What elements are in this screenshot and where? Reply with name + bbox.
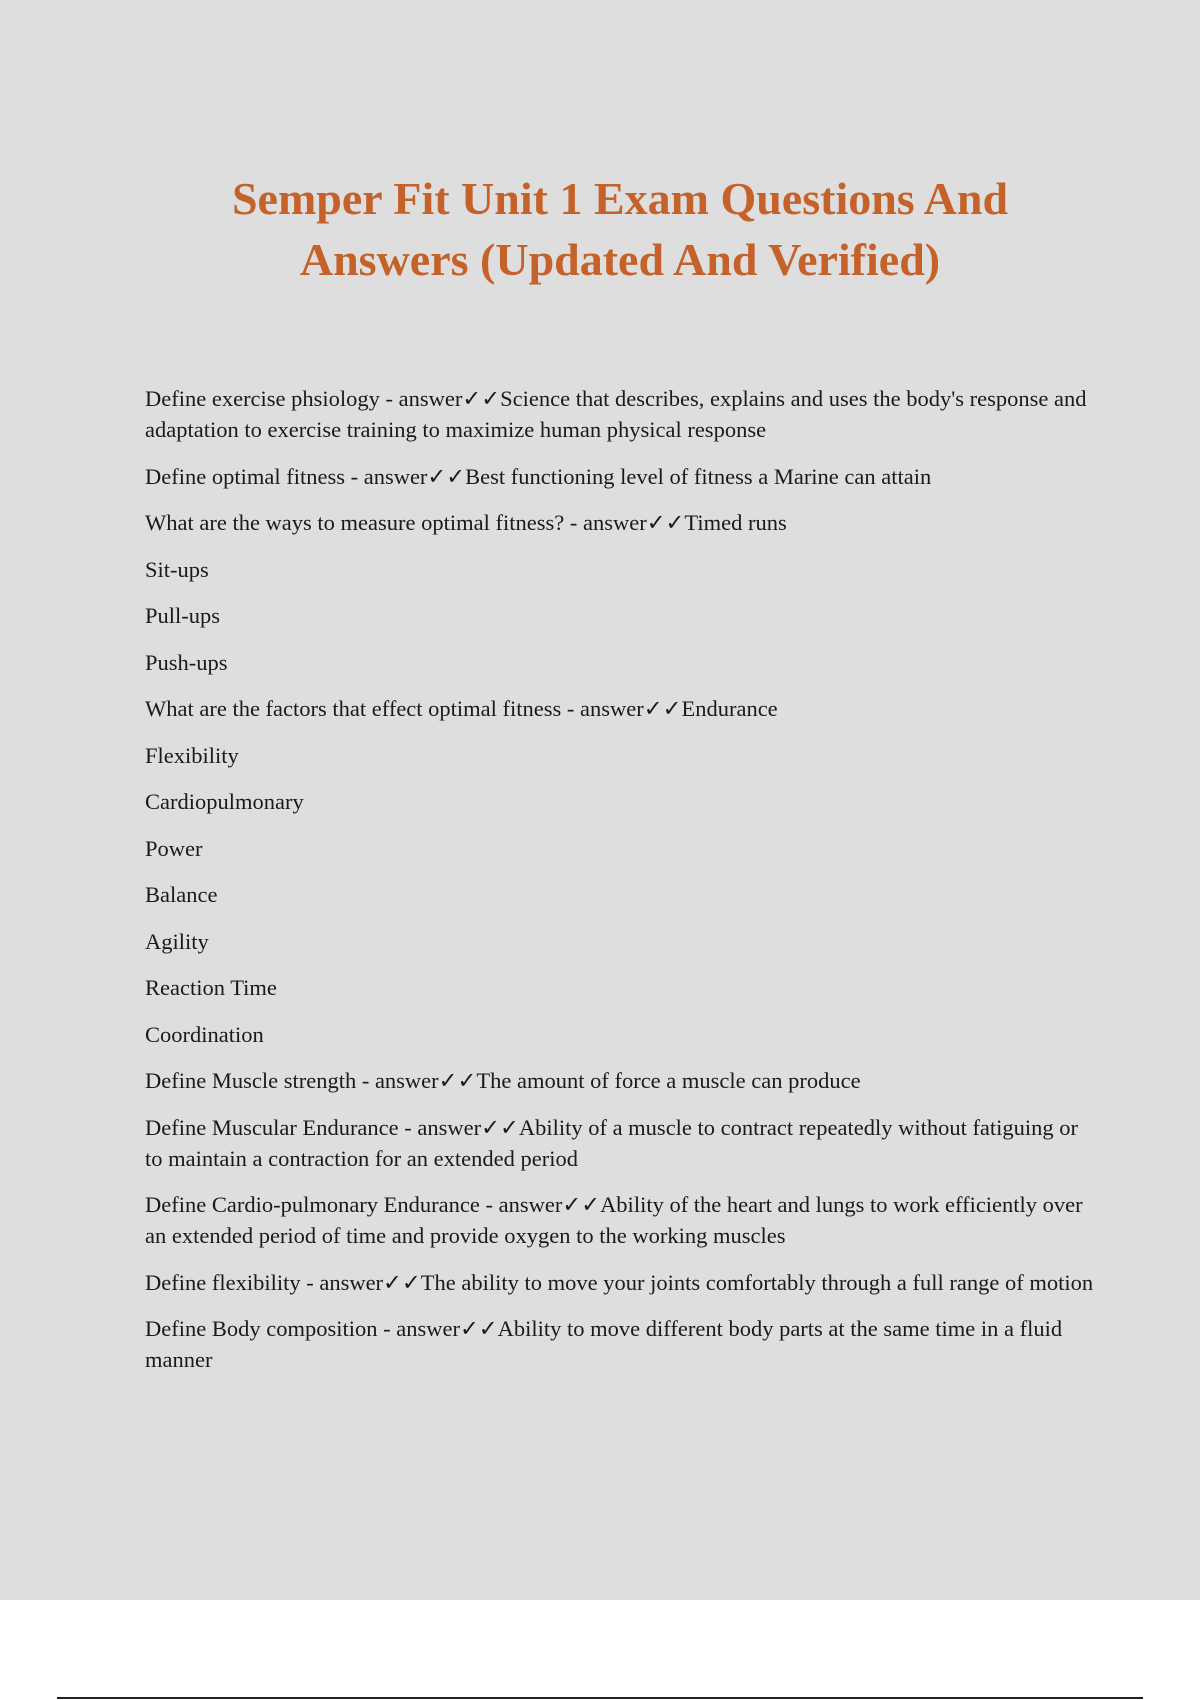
- list-item: Push-ups: [145, 649, 228, 675]
- document-title: Semper Fit Unit 1 Exam Questions And Answers (Updated And Verified): [231, 173, 1009, 285]
- qa-entry: [145, 693, 1095, 724]
- list-item: Coordination: [145, 1021, 264, 1047]
- question-text: Define Body composition -: [145, 1316, 397, 1341]
- answer-text: The amount of force a muscle can produce: [476, 1068, 861, 1093]
- qa-entry: [145, 1267, 1095, 1298]
- qa-entry: [145, 461, 1095, 492]
- answer-marker: answer✓✓: [580, 696, 682, 721]
- qa-entry: [145, 507, 1095, 538]
- answer-marker: answer✓✓: [319, 1269, 421, 1295]
- answer-text: Ability of a muscle to contract repeatedly without fatiguing or to maintain a contraction for an extended period: [145, 1114, 1079, 1171]
- list-item: Flexibility: [145, 742, 239, 768]
- qa-entry: [145, 1065, 1095, 1096]
- answer-marker: answer✓✓: [396, 1316, 498, 1341]
- qa-list: [145, 383, 1095, 1391]
- question-text: Define Muscle strength -: [145, 1068, 375, 1093]
- qa-entry: [145, 383, 1095, 445]
- question-text: Define flexibility -: [145, 1269, 320, 1295]
- answer-text: The ability to move your joints comfortably through a full range of motion: [420, 1269, 1094, 1295]
- question-text: What are the factors that effect optimal fitness -: [145, 696, 581, 721]
- question-text: What are the ways to measure optimal fitness? -: [145, 510, 583, 535]
- qa-entry: [145, 1112, 1095, 1174]
- answer-text: Best functioning level of fitness a Marine can attain: [465, 463, 932, 489]
- list-item: Cardiopulmonary: [145, 789, 304, 814]
- list-item: Agility: [145, 928, 209, 954]
- answer-marker: answer✓✓: [374, 1068, 477, 1093]
- list-item: Pull-ups: [145, 603, 221, 628]
- answer-marker: answer✓✓: [582, 510, 685, 535]
- list-item: Reaction Time: [145, 975, 277, 1000]
- answer-marker: answer✓✓: [363, 463, 466, 489]
- qa-entry: [145, 1189, 1095, 1251]
- answer-text: Ability of the heart and lungs to work efficiently over an extended period of time and provide oxygen to the working muscles: [145, 1192, 1083, 1248]
- page-divider: [57, 1697, 1143, 1699]
- list-item: Balance: [145, 882, 218, 907]
- answer-text: Endurance: [681, 696, 778, 721]
- list-item: Sit-ups: [145, 556, 209, 582]
- answer-text: Ability to move different body parts at the same time in a fluid manner: [145, 1316, 1063, 1372]
- answer-marker: answer✓✓: [398, 386, 501, 411]
- qa-entry: [145, 1313, 1095, 1375]
- question-text: Define exercise phsiology -: [145, 386, 399, 411]
- answer-marker: answer✓✓: [417, 1114, 519, 1140]
- question-text: Define Cardio-pulmonary Endurance -: [145, 1192, 499, 1217]
- answer-text: Timed runs: [684, 510, 787, 535]
- answer-marker: answer✓✓: [498, 1192, 601, 1217]
- answer-text: Science that describes, explains and uses the body's response and adaptation to exercise training to maximize human physical response: [145, 386, 1087, 442]
- list-item: Power: [145, 835, 203, 861]
- question-text: Define Muscular Endurance -: [145, 1114, 418, 1140]
- question-text: Define optimal fitness -: [145, 463, 364, 489]
